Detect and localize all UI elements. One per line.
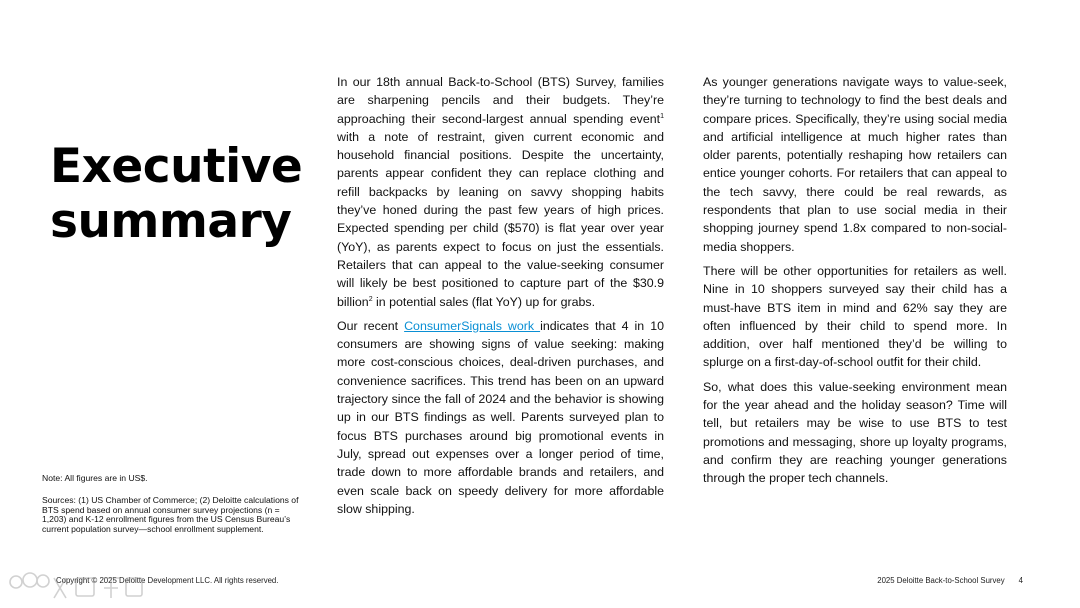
- paragraph: There will be other opportunities for retailers as well. Nine in 10 shoppers surveyed say their child has a must-have BTS item in mind and 62% say they are often influenced by their child to spend more. In addition, over half mentioned they’d be willing to splurge on a first-day-of-school outfit for their child.: [703, 263, 1007, 370]
- paragraph: So, what does this value-seeking environment mean for the year ahead and the holiday season? Time will tell, but retailers may be wise to use BTS to test promotions and messaging, shore up loyalty programs, and confirm they are reaching younger generations through the proper tech channels.: [703, 379, 1007, 486]
- paragraph: In our 18th annual Back-to-School (BTS) Survey, families are sharpening pencils and their budgets. They’re approaching their second-largest annual spending event$^1$ with a note of restraint, given current economic and household financial positions. Despite the uncertainty, parents appear confident they can replace clothing and refill backpacks by leaning on savvy shopping habits they’ve honed during the past few years of high prices. Expected spending per child ($570) is flat year over year (YoY), as parents expect to focus on just the essentials. Retailers that can appeal to the value-seeking consumer will likely be best positioned to capture part of the $30.9 billion$^2$ in potential sales (flat YoY) up for grabs.: [337, 75, 664, 309]
- copyright-footer: Copyright © 2025 Deloitte Development LLC. All rights reserved.: [56, 576, 279, 585]
- page-number: 4: [1018, 576, 1023, 585]
- watermark-logo-icon: [6, 568, 146, 602]
- title-line-2: summary: [50, 194, 292, 250]
- sources-note: Sources: (1) US Chamber of Commerce; (2) Deloitte calculations of BTS spend based on annual consumer survey projections (n = 1,203) and K-12 enrollment figures from the US Census Bureau’s current population survey—school enrollment supplement.: [42, 495, 299, 534]
- figures-note: Note: All figures are in US$.: [42, 473, 148, 483]
- report-name: 2025 Deloitte Back-to-School Survey: [877, 576, 1005, 585]
- body-column-2: [703, 73, 1007, 494]
- footnote-ref-1: 1: [660, 112, 664, 120]
- paragraph: As younger generations navigate ways to value-seek, they’re turning to technology to find the best deals and compare prices. Specifically, they’re using social media and artificial intelligence at much higher rates than older parents, potentially reshaping how retailers can entice younger cohorts. For retailers that can appeal to the tech savvy, there could be real rewards, as respondents that plan to use social media in their shopping journey spend 1.8x compared to non-social-media shoppers.: [703, 75, 1007, 254]
- page-title: [50, 139, 320, 249]
- title-line-1: Executive: [50, 139, 303, 195]
- paragraph: Our recent ConsumerSignals work indicates that 4 in 10 consumers are showing signs of value seeking: making more cost-conscious choices, deal-driven purchases, and convenience sacrifices. This trend has been on an upward trajectory since the fall of 2024 and the behavior is showing up in our BTS findings as well. Parents surveyed plan to focus BTS purchases around big promotional events in July, spread out expenses over a longer period of time, trade down to more affordable brands and retailers, and even scale back on speedy delivery for more affordable slow shipping.: [337, 318, 664, 516]
- body-column-1: [337, 73, 664, 524]
- footnote-ref-2: 2: [368, 295, 373, 303]
- consumersignals-link[interactable]: ConsumerSignals work: [404, 318, 541, 333]
- report-footer: [877, 576, 1023, 585]
